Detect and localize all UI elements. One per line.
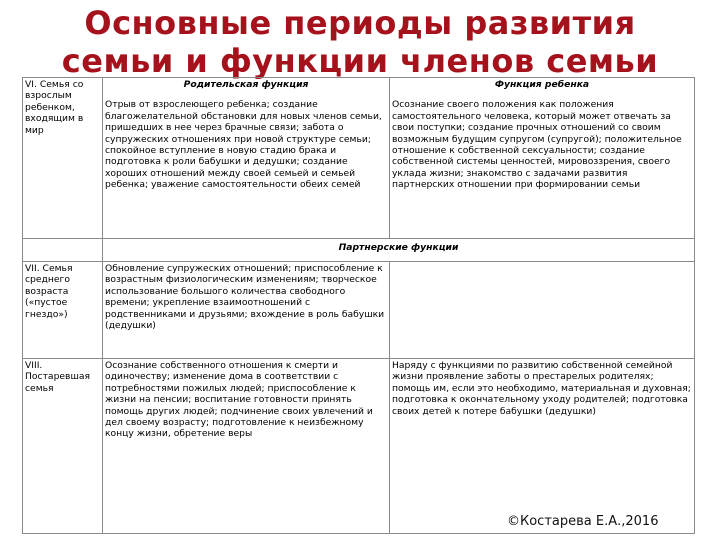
section-label: Партнерские функции [103, 239, 695, 262]
table-row [23, 359, 695, 534]
period-cell [23, 262, 103, 359]
parent-function-header: Родительская функция [183, 79, 309, 90]
copyright-footer: ©Костарева Е.А.,2016 [507, 514, 659, 529]
period-cell [23, 359, 103, 534]
parent-function-cell [103, 359, 390, 534]
section-row [23, 239, 695, 262]
slide-title-line-2: семьи и функции членов семьи [61, 42, 659, 80]
table-row [23, 78, 695, 239]
parent-function-text: Обновление супружеских отношений; приспособление к возрастным физиологическим изменениям; творческое использование большого количества свободного времени; укрепление взаимоотношений с родственниками и друзьями; вхождение в роль бабушки (дедушки) [105, 263, 385, 332]
child-function-header: Функция ребенка [494, 79, 590, 90]
child-function-cell [390, 359, 695, 534]
period-label: VII. Семья среднего возраста («пустое гнездо») [25, 263, 73, 320]
child-function-text: Наряду с функциями по развитию собственной семейной жизни проявление заботы о престарелых родителях; помощь им, если это необходимо, материальная и духовная; подготовка к окончательному уходу родителей; подготовка своих детей к потере бабушки (дедушки) [392, 360, 691, 417]
parent-function-cell [103, 262, 390, 359]
period-cell [23, 78, 103, 239]
parent-function-text: Отрыв от взрослеющего ребенка; создание благожелательной обстановки для новых членов семьи, пришедших в нее через брачные связи; забота о супружеских отношениях при новой структуре семьи; спокойное вступление в новую стадию брака и подготовка к роли бабушки и дедушки; создание хороших отношений между своей семьей и семьей ребенка; уважение самостоятельности обеих семей [105, 99, 382, 191]
family-periods-table [22, 77, 695, 534]
child-function-cell [390, 262, 695, 359]
empty-cell [23, 239, 103, 262]
period-label: VIII. Постаревшая семья [25, 360, 91, 394]
parent-function-text: Осознание собственного отношения к смерти и одиночеству; изменение дома в соответствии с потребностями пожилых людей; приспособление к жизни на пенсии; воспитание готовности принять помощь других людей; подчинение своих увлечений и дел своему возрасту; подготовление к неизбежному концу жизни, обретение веры [105, 360, 373, 440]
slide-title-line-1: Основные периоды развития [84, 4, 636, 42]
slide-title [0, 4, 720, 80]
table-row [23, 262, 695, 359]
period-label: VI. Семья со взрослым ребенком, входящим в мир [25, 79, 84, 136]
child-function-cell [390, 78, 695, 239]
parent-function-cell [103, 78, 390, 239]
child-function-text: Осознание своего положения как положения самостоятельного человека, который может отвечать за свои поступки; создание прочных отношений со своим возможным будущим супругом (супругой); положительное отношение к собственной сексуальности; создание собственной системы ценностей, мировоззрения, своего уклада жизни; знакомство с задачами развития партнерских отношении при формировании семьи [392, 99, 682, 191]
